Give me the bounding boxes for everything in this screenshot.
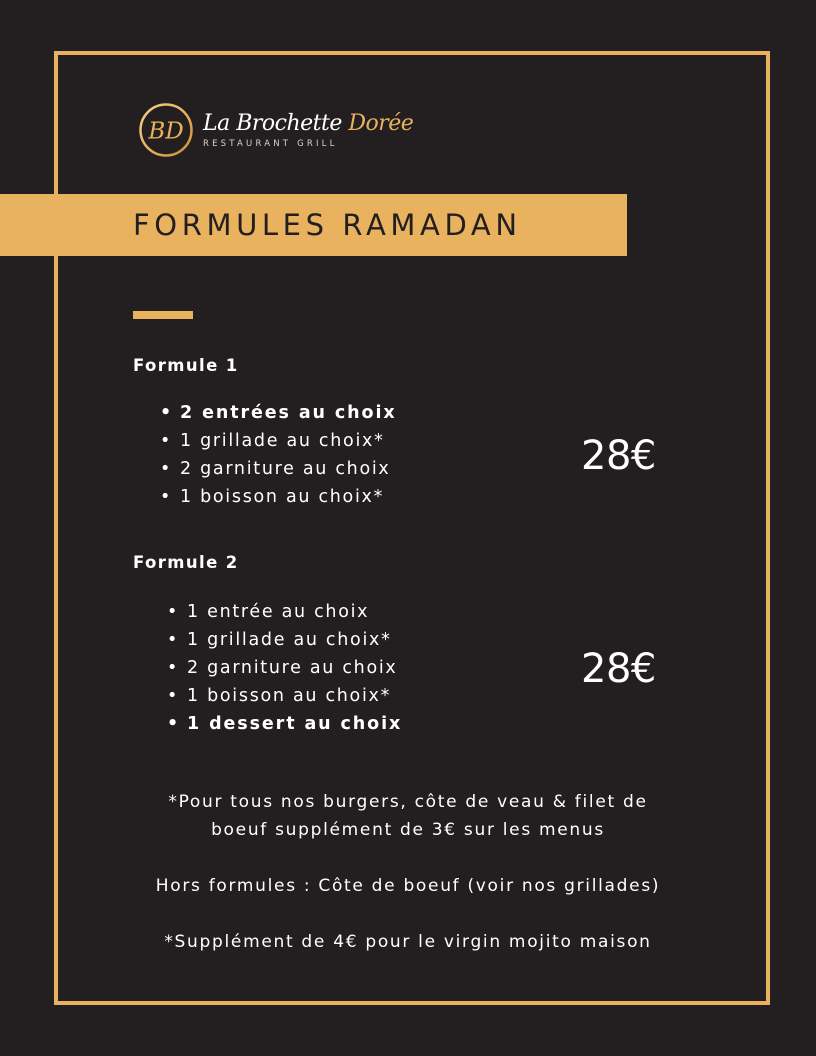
list-item: • 1 grillade au choix*: [158, 427, 397, 455]
hors-formules-note: Hors formules : Côte de boeuf (voir nos grillades): [155, 876, 661, 896]
list-item: • 2 entrées au choix: [158, 399, 397, 427]
list-item: • 1 dessert au choix: [165, 710, 402, 738]
list-item: • 2 garniture au choix: [165, 654, 402, 682]
mojito-supplement-note: *Supplément de 4€ pour le virgin mojito maison: [164, 932, 652, 952]
bd-monogram-icon: [138, 102, 194, 158]
page-title: FORMULES RAMADAN: [133, 208, 522, 242]
burgers-note-line-1: *Pour tous nos burgers, côte de veau & filet de: [168, 792, 648, 812]
formule-1-price: 28€: [581, 433, 656, 479]
list-item: • 1 boisson au choix*: [165, 682, 402, 710]
logo-name-part2: Dorée: [348, 110, 414, 136]
logo-name-part1: La Brochette: [203, 110, 342, 136]
formule-1-list: [158, 399, 397, 511]
list-item: • 2 garniture au choix: [158, 455, 397, 483]
logo-monogram: BD: [148, 118, 184, 145]
list-item: • 1 grillade au choix*: [165, 626, 402, 654]
title-banner: [0, 194, 627, 256]
formule-2-list: [165, 598, 402, 738]
list-item: • 1 boisson au choix*: [158, 483, 397, 511]
formule-2-price: 28€: [581, 646, 656, 692]
restaurant-logo: [138, 101, 413, 159]
formule-2-title: Formule 2: [133, 553, 239, 572]
list-item: • 1 entrée au choix: [165, 598, 402, 626]
formule-1-title: Formule 1: [133, 356, 239, 375]
burgers-supplement-note: [100, 788, 716, 844]
accent-dash: [133, 311, 193, 319]
logo-name: [203, 112, 413, 136]
burgers-note-line-2: boeuf supplément de 3€ sur les menus: [211, 820, 605, 840]
logo-tagline: RESTAURANT GRILL: [203, 138, 338, 149]
